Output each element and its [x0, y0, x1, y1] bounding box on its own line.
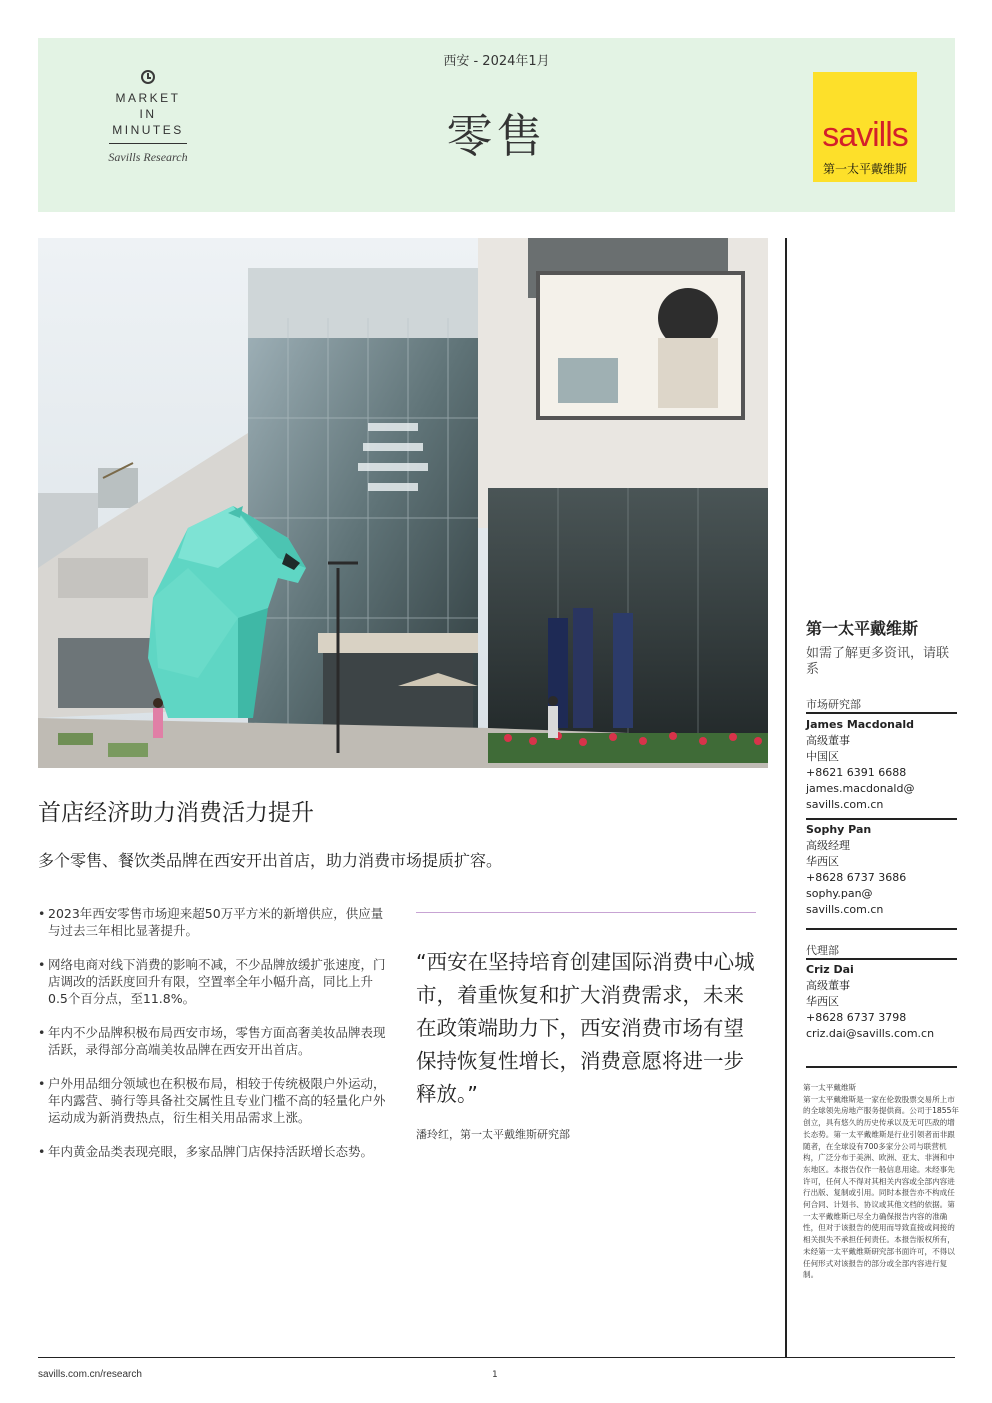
footer-divider: [38, 1357, 955, 1358]
cover-photo: [38, 238, 768, 768]
contact-divider: [806, 818, 957, 820]
series-word-3: MINUTES: [112, 123, 184, 137]
contact-name: Sophy Pan: [806, 823, 872, 836]
contact-phone[interactable]: +8628 6737 3686: [806, 871, 907, 884]
section-divider: [806, 1066, 957, 1068]
research-section-label: 市场研究部: [806, 698, 861, 711]
sidebar-title: 第一太平戴维斯: [806, 619, 919, 638]
series-word-1: MARKET: [115, 91, 181, 105]
key-point: • 2023年西安零售市场迎来超50万平方米的新增供应，供应量与过去三年相比显著提升。: [38, 905, 390, 939]
contact-phone[interactable]: +8628 6737 3798: [806, 1011, 907, 1024]
footer-url-link[interactable]: savills.com.cn/research: [38, 1369, 142, 1380]
contact-divider: [806, 712, 957, 714]
contact-divider: [806, 958, 957, 960]
contact-region: 华西区: [806, 855, 839, 868]
contact-card-sophy: [806, 822, 956, 918]
quote-attribution: 潘玲红，第一太平戴维斯研究部: [416, 1128, 570, 1141]
report-header: [38, 38, 955, 212]
quote-divider: [416, 912, 756, 913]
article-subheadline: 多个零售、餐饮类品牌在西安开出首店，助力消费市场提质扩容。: [38, 851, 503, 870]
clock-icon: [141, 70, 155, 84]
page-number: 1: [492, 1370, 498, 1380]
logo-brand: savills: [822, 116, 908, 154]
contact-email[interactable]: james.macdonald@: [806, 782, 915, 795]
contact-email-domain[interactable]: savills.com.cn: [806, 798, 884, 811]
contact-name: Criz Dai: [806, 963, 854, 976]
contact-name: James Macdonald: [806, 718, 915, 731]
agency-section-label: 代理部: [806, 944, 839, 957]
mall-photo-illustration: [38, 238, 768, 768]
contact-email-domain[interactable]: savills.com.cn: [806, 903, 884, 916]
series-word-2: IN: [139, 107, 157, 121]
contact-region: 中国区: [806, 750, 839, 763]
key-point: • 户外用品细分领域也在积极布局，相较于传统极限户外运动，年内露营、骑行等具备社交属性且专业门槛不高的轻量化户外运动成为新消费热点，衍生相关用品需求上涨。: [38, 1075, 390, 1126]
sidebar-divider: [785, 238, 787, 1358]
sidebar-intro: 如需了解更多资讯，请联系: [806, 646, 950, 677]
key-point: • 网络电商对线下消费的影响不减，不少品牌放缓扩张速度，门店调改的活跃度回升有限，空置率全年小幅升高，同比上升0.5个百分点，至11.8%。: [38, 956, 390, 1007]
contact-card-criz: [806, 962, 956, 1042]
report-title: 零售: [446, 109, 547, 163]
article-headline: 首店经济助力消费活力提升: [38, 800, 314, 826]
key-points-list: [38, 905, 390, 1177]
contact-title: 高级董事: [806, 979, 850, 992]
key-point: • 年内不少品牌积极布局西安市场，零售方面高奢美妆品牌表现活跃，录得部分高端美妆品牌在西安开出首店。: [38, 1024, 390, 1058]
contact-title: 高级董事: [806, 734, 850, 747]
about-savills: [803, 1082, 959, 1281]
contact-title: 高级经理: [806, 839, 850, 852]
contact-email[interactable]: criz.dai@savills.com.cn: [806, 1027, 935, 1040]
about-title: 第一太平戴维斯: [803, 1083, 857, 1092]
contact-region: 华西区: [806, 995, 839, 1008]
section-divider: [806, 928, 957, 930]
research-label: Savills Research: [108, 150, 188, 164]
report-subtitle: 西安 - 2024年1月: [443, 54, 550, 69]
key-point: • 年内黄金品类表现亮眼，多家品牌门店保持活跃增长态势。: [38, 1143, 390, 1160]
logo-chinese-name: 第一太平戴维斯: [822, 162, 907, 176]
about-text: 第一太平戴维斯是一家在伦敦股票交易所上市的全球领先房地产服务提供商。公司于1855年创立，具有悠久的历史传承以及无可匹敌的增长态势。第一太平戴维斯是行业引领者而非跟随者，在全球设有700多家分公司与联营机构，广泛分布于美洲、欧洲、亚太、非洲和中东地区。本报告仅作一般信息用途。未经事先许可，任何人不得对其相关内容或全部内容进行出版、复制或引用。同时本报告亦不构成任何合同、计划书、协议或其他文档的依据。第一太平戴维斯已尽全力确保报告内容的准确性，但对于该报告的使用而导致直接或间接的相关损失不承担任何责任。本报告版权所有，未经第一太平戴维斯研究部书面许可，不得以任何形式对该报告的部分或全部内容进行复制。: [803, 1094, 960, 1280]
pull-quote: “西安在坚持培育创建国际消费中心城市，着重恢复和扩大消费需求，未来在政策端助力下，西安消费市场有望保持恢复性增长，消费意愿将进一步释放。”: [416, 950, 755, 1106]
savills-logo: [813, 72, 917, 182]
contact-card-james: [806, 717, 956, 813]
contact-email[interactable]: sophy.pan@: [806, 887, 873, 900]
contact-phone[interactable]: +8621 6391 6688: [806, 766, 907, 779]
